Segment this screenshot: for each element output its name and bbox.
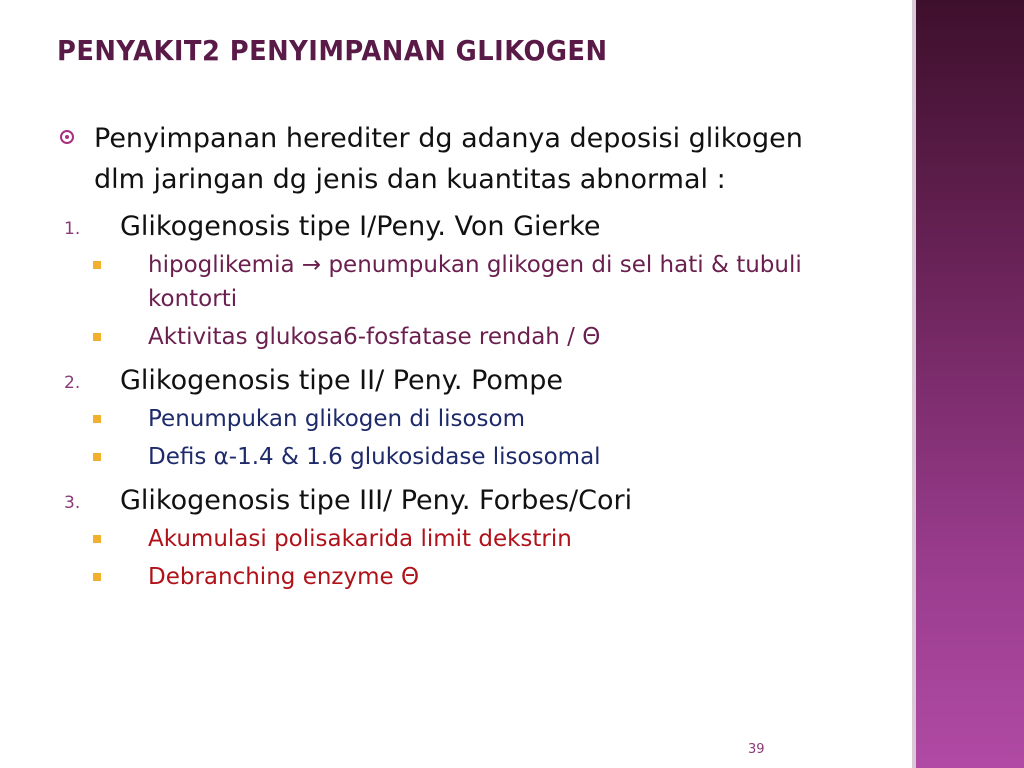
item-text: Glikogenosis tipe II/ Peny. Pompe <box>120 365 563 396</box>
item-number: 1. <box>64 219 81 239</box>
item-text: Glikogenosis tipe I/Peny. Von Gierke <box>120 211 601 242</box>
numbered-item-2 <box>60 360 850 402</box>
slide-content <box>60 118 850 594</box>
intro-bullet <box>60 118 850 200</box>
square-bullet-icon <box>93 261 101 269</box>
circle-bullet-icon <box>60 130 74 144</box>
sub-bullet <box>60 560 850 594</box>
square-bullet-icon <box>93 573 101 581</box>
sub-bullet <box>60 522 850 556</box>
square-bullet-icon <box>93 415 101 423</box>
sidebar-edge <box>912 0 916 768</box>
sub-bullet <box>60 440 850 474</box>
sub-text: Defis α-1.4 & 1.6 glukosidase lisosomal <box>148 444 601 470</box>
item-number: 2. <box>64 373 81 393</box>
sub-text: hipoglikemia → penumpukan glikogen di sel hati & tubuli kontorti <box>148 252 802 312</box>
square-bullet-icon <box>93 535 101 543</box>
item-number: 3. <box>64 493 81 513</box>
square-bullet-icon <box>93 333 101 341</box>
page-number: 39 <box>748 742 765 757</box>
intro-text: Penyimpanan herediter dg adanya deposisi glikogen dlm jaringan dg jenis dan kuantitas abnormal : <box>94 123 803 195</box>
numbered-item-1 <box>60 206 850 248</box>
sub-text: Akumulasi polisakarida limit dekstrin <box>148 526 572 552</box>
sub-bullet <box>60 402 850 436</box>
sub-text: Penumpukan glikogen di lisosom <box>148 406 526 432</box>
item-text: Glikogenosis tipe III/ Peny. Forbes/Cori <box>120 485 633 516</box>
sub-text: Aktivitas glukosa6-fosfatase rendah / Θ <box>148 324 601 350</box>
square-bullet-icon <box>93 453 101 461</box>
sub-bullet <box>60 248 850 316</box>
decorative-sidebar <box>912 0 1024 768</box>
numbered-item-3 <box>60 480 850 522</box>
sub-text: Debranching enzyme Θ <box>148 564 420 590</box>
sub-bullet <box>60 320 850 354</box>
slide-title: PENYAKIT2 PENYIMPANAN GLIKOGEN <box>57 34 608 67</box>
